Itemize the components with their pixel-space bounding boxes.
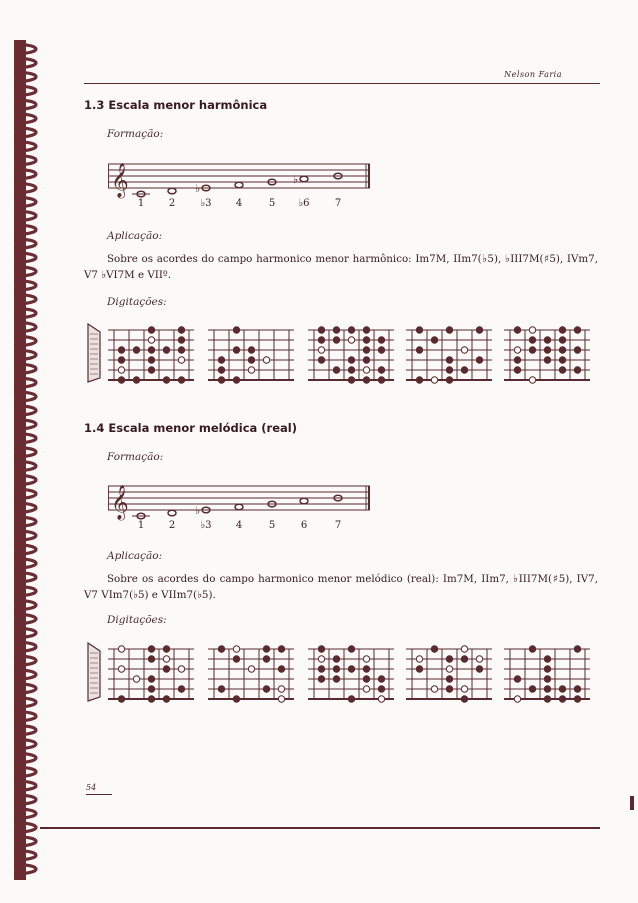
degree-4: 4 xyxy=(235,198,243,209)
degree-2: 2 xyxy=(168,520,176,531)
degree-row-melodic xyxy=(108,520,370,534)
edge-mark xyxy=(630,796,634,810)
header-author: Nelson Faria xyxy=(504,70,562,79)
svg-text:♭: ♭ xyxy=(293,173,299,186)
page-header xyxy=(84,70,600,84)
bottom-rule xyxy=(40,827,600,829)
section-title-harmonic-minor: 1.3 Escala menor harmônica xyxy=(84,98,268,112)
degree-row-harmonic xyxy=(108,198,370,212)
treble-clef-icon: 𝄞 xyxy=(111,163,129,198)
page-number: 54 xyxy=(86,783,97,792)
degree-6: 6 xyxy=(300,520,308,531)
degree-5: 5 xyxy=(268,198,276,209)
degree-3: ♭3 xyxy=(200,198,212,209)
degree-5: 5 xyxy=(268,520,276,531)
degree-3: ♭3 xyxy=(200,520,212,531)
application-label-melodic: Aplicação: xyxy=(107,550,163,562)
spiral-binding xyxy=(0,40,54,880)
degree-4: 4 xyxy=(235,520,243,531)
degree-1: 1 xyxy=(137,520,145,531)
svg-text:♭: ♭ xyxy=(195,182,201,195)
fingering-diagrams-harmonic xyxy=(86,322,598,384)
application-label-harmonic: Aplicação: xyxy=(107,230,163,242)
application-text-melodic: Sobre os acordes do campo harmonico menor melódico (real): Im7M, IIm7, ♭III7M(♯5), IV7, V7 VIm7(♭5) e VIIm7(♭5). xyxy=(84,573,598,601)
svg-text:♭: ♭ xyxy=(195,504,201,517)
formation-label-harmonic: Formação: xyxy=(107,128,164,140)
fingering-diagrams-melodic xyxy=(86,641,598,703)
fingerings-label-melodic: Digitações: xyxy=(107,614,167,626)
degree-2: 2 xyxy=(168,198,176,209)
section-title-melodic-minor: 1.4 Escala menor melódica (real) xyxy=(84,421,297,435)
page-number-rule xyxy=(86,794,112,795)
fingerings-label-harmonic: Digitações: xyxy=(107,296,167,308)
degree-6: ♭6 xyxy=(298,198,310,209)
formation-label-melodic: Formação: xyxy=(107,451,164,463)
degree-7: 7 xyxy=(334,520,342,531)
degree-1: 1 xyxy=(137,198,145,209)
header-rule xyxy=(84,83,600,84)
application-text-harmonic: Sobre os acordes do campo harmonico menor harmônico: Im7M, IIm7(♭5), ♭III7M(♯5), IVm7, V7 ♭VI7M e VIIº. xyxy=(84,253,598,281)
treble-clef-icon: 𝄞 xyxy=(111,485,129,520)
degree-7: 7 xyxy=(334,198,342,209)
